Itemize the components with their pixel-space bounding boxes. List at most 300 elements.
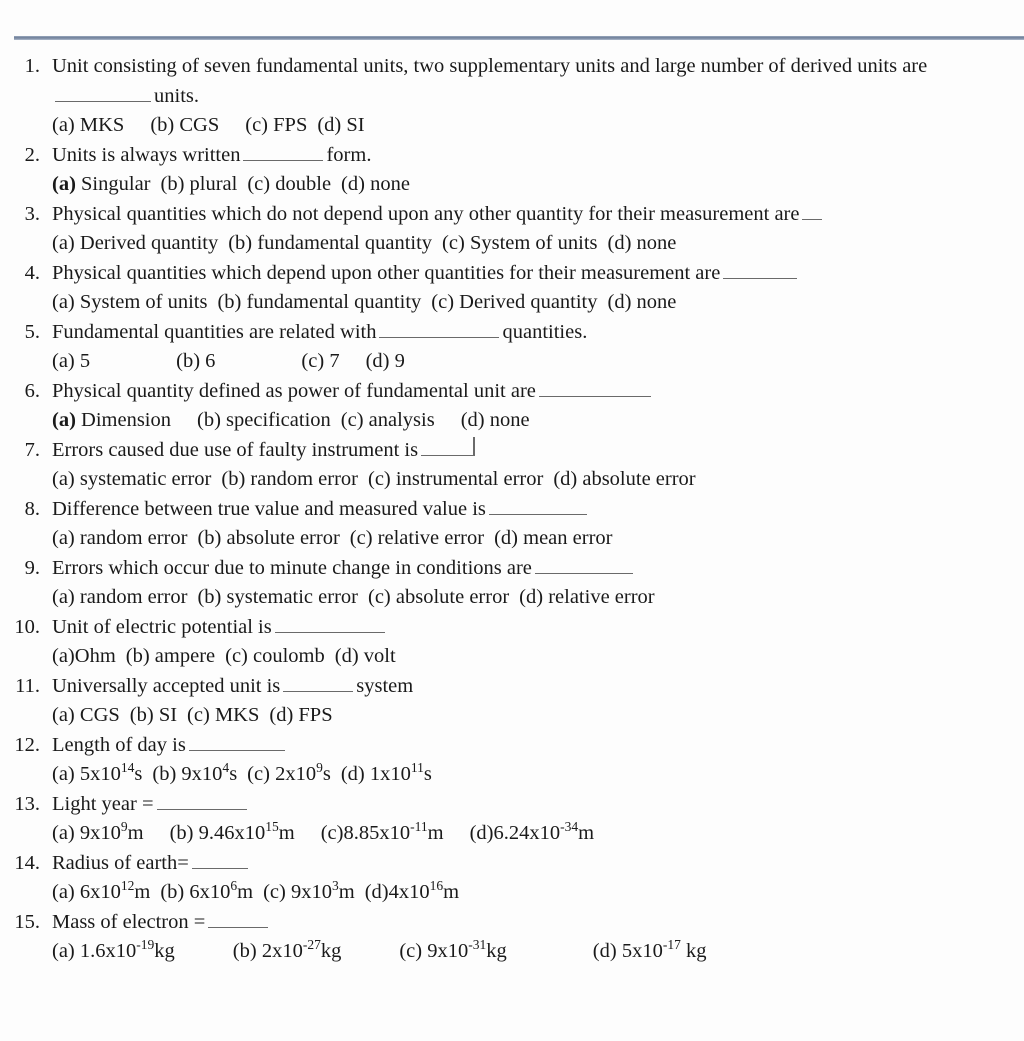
question-number: 10. [14,615,40,638]
option-exponent: -34 [560,819,579,835]
option-label: (a) [52,350,75,372]
option-label: (c) [340,409,364,431]
option-text: random error [250,468,358,490]
option-choice[interactable] [592,937,707,962]
option-choice[interactable] [228,232,432,254]
option-choice[interactable] [52,173,151,195]
answer-blank[interactable] [489,497,587,515]
option-label: (b) [129,704,154,726]
question-number: 14. [14,851,40,874]
option-text: coulomb [253,645,325,667]
option-label: (a) [52,822,75,844]
option-choice[interactable] [52,291,207,313]
option-label: (c) [247,173,271,195]
option-label: (c) [301,350,325,372]
option-unit: m [443,881,460,903]
option-choice[interactable] [52,878,151,903]
option-choice[interactable] [197,409,331,431]
option-choice[interactable] [245,114,307,136]
option-exponent: 16 [429,878,444,894]
answer-blank[interactable] [208,910,268,928]
question-stem [52,259,1012,289]
option-text: absolute error [395,586,510,608]
option-exponent: -11 [410,819,428,835]
question-stem-text: Physical quantities which do not depend upon any other quantity for their measurement are [52,202,800,225]
question-item [0,554,1024,613]
option-label: (a) [52,586,75,608]
option-unit: m [237,881,254,903]
question-body [52,908,1024,967]
option-choice[interactable] [247,760,331,785]
option-choice[interactable] [152,760,238,785]
option-label: (c) [368,586,391,608]
option-mantissa: 9x10 [291,881,332,903]
option-text: systematic error [79,468,212,490]
option-choice[interactable] [169,819,295,844]
question-stem [52,613,1012,643]
options-row [52,583,1012,613]
option-unit: kg [320,940,342,962]
option-text: none [489,409,530,431]
option-choice[interactable] [608,291,677,313]
answer-blank[interactable] [55,84,151,102]
option-label: (a) [52,114,75,136]
option-choice[interactable] [197,586,358,608]
option-label: (b) [217,291,242,313]
option-exponent: -17 [662,937,681,953]
question-item [0,377,1024,436]
question-item [0,141,1024,200]
option-label: (a) [52,291,75,313]
options-row [52,288,1012,318]
option-label: (c) [187,704,210,726]
option-label: (d) [341,173,365,195]
options-row [52,878,1012,908]
option-choice[interactable] [52,937,175,962]
option-choice[interactable] [341,173,410,195]
option-choice[interactable] [247,173,331,195]
option-choice[interactable] [608,232,677,254]
option-choice[interactable] [442,232,597,254]
question-stem-suffix: units. [154,84,199,107]
option-label: (a) [52,645,75,667]
question-number: 7. [24,438,40,461]
option-mantissa: 1x10 [369,763,411,785]
option-exponent: 11 [410,760,424,776]
question-stem [52,849,1012,879]
question-number: 12. [14,733,40,756]
question-stem-text: Light year = [52,792,154,815]
option-mantissa: 1.6x10 [79,940,137,962]
option-text: specification [226,409,331,431]
option-text: 9 [394,350,405,372]
options-row [52,701,1012,731]
option-unit: s [423,763,432,785]
option-choice[interactable] [161,173,238,195]
option-choice[interactable] [52,586,187,608]
option-choice[interactable] [269,704,332,726]
option-mantissa: 6x10 [189,881,231,903]
option-text: Ohm [74,645,116,667]
option-text: FPS [298,704,333,726]
option-choice[interactable] [52,114,124,136]
option-label: (a) [52,232,75,254]
options-row [52,937,1012,967]
option-text: MKS [79,114,125,136]
option-label: (b) [176,350,201,372]
option-exponent: 6 [230,878,238,894]
option-text: relative error [377,527,485,549]
option-text: MKS [214,704,260,726]
questions-list [0,52,1024,967]
question-body [52,495,1024,554]
option-choice[interactable] [150,114,219,136]
option-choice[interactable] [52,468,211,490]
option-choice[interactable] [317,114,364,136]
option-choice[interactable] [52,232,218,254]
option-choice[interactable] [52,409,171,431]
option-text: absolute error [582,468,696,490]
option-label: (b) [160,173,185,195]
option-label: (d) [469,822,494,844]
options-row [52,170,1012,200]
option-choice[interactable] [399,937,507,962]
option-label: (c) [320,822,344,844]
option-label: (b) [232,940,257,962]
option-choice[interactable] [368,468,543,490]
question-stem-text: Physical quantities which depend upon other quantities for their measurement are [52,261,721,284]
answer-blank[interactable] [275,615,385,633]
question-stem-text: Units is always written [52,143,241,166]
option-label: (a) [52,763,75,785]
options-row [52,465,1012,495]
option-choice[interactable] [52,819,144,844]
option-text: mean error [523,527,613,549]
option-choice[interactable] [52,645,116,667]
option-mantissa: 9x10 [79,822,121,844]
option-choice[interactable] [130,704,177,726]
option-label: (d) [364,881,389,903]
question-number: 8. [24,497,40,520]
option-unit: s [229,763,238,785]
option-text: double [275,173,332,195]
option-label: (d) [607,291,632,313]
option-choice[interactable] [368,586,509,608]
question-number: 11. [15,674,40,697]
question-stem-text: Errors caused due use of faulty instrument is [52,438,419,461]
option-label: (c) [225,645,248,667]
options-row [52,760,1012,790]
option-label: (a) [52,468,75,490]
option-label: (d) [553,468,578,490]
option-choice[interactable] [364,878,460,903]
options-row [52,642,1012,672]
option-label: (d) [269,704,294,726]
question-item [0,672,1024,731]
option-choice[interactable] [52,350,90,372]
question-body [52,849,1024,908]
question-stem-suffix: quantities. [502,320,588,343]
answer-blank[interactable] [283,674,353,692]
question-number: 3. [24,202,40,225]
answer-blank[interactable] [243,143,323,161]
option-exponent: 4 [222,760,230,776]
answer-blank[interactable] [157,792,247,810]
option-text: System of units [79,291,208,313]
option-mantissa: 9.46x10 [198,822,266,844]
option-unit: kg [486,940,507,962]
option-choice[interactable] [52,527,187,549]
question-item [0,318,1024,377]
option-label: (d) [607,232,632,254]
option-choice[interactable] [320,819,444,844]
question-number: 15. [14,910,40,933]
option-exponent: 9 [120,819,128,835]
options-row [52,229,1012,259]
option-label: (a) [52,527,75,549]
option-choice[interactable] [160,878,254,903]
option-choice[interactable] [263,878,355,903]
option-unit: m [278,822,295,844]
option-choice[interactable] [52,760,143,785]
option-choice[interactable] [301,350,339,372]
option-choice[interactable] [197,527,339,549]
option-label: (d) [334,645,359,667]
option-text: System of units [469,232,598,254]
question-stem [52,377,1012,407]
option-label: (c) [247,763,270,785]
option-unit: m [127,822,144,844]
option-choice[interactable] [126,645,215,667]
option-label: (c) [431,291,455,313]
question-stem [52,436,1012,466]
question-stem-suffix: form. [326,143,372,166]
question-number: 6. [24,379,40,402]
option-choice[interactable] [232,937,342,962]
question-number: 4. [24,261,40,284]
option-text: volt [363,645,396,667]
option-text: analysis [368,409,435,431]
option-choice[interactable] [176,350,215,372]
option-choice[interactable] [340,760,432,785]
option-mantissa: 6x10 [79,881,121,903]
option-label: (c) [368,468,391,490]
answer-blank[interactable] [421,438,475,456]
options-row [52,111,1012,141]
option-label: (a) [52,409,76,431]
option-text: 7 [329,350,340,372]
option-exponent: 9 [316,760,323,776]
option-label: (c) [245,114,269,136]
question-item [0,790,1024,849]
question-stem [52,908,1012,938]
option-choice[interactable] [431,291,597,313]
option-label: (d) [519,586,544,608]
question-item [0,200,1024,259]
option-label: (c) [399,940,423,962]
option-label: (d) [317,114,342,136]
question-stem [52,52,1012,111]
question-stem [52,731,1012,761]
option-label: (a) [52,881,75,903]
option-choice[interactable] [461,409,530,431]
option-text: relative error [548,586,655,608]
option-text: random error [79,586,188,608]
option-choice[interactable] [341,409,435,431]
option-choice[interactable] [52,704,120,726]
question-body [52,377,1024,436]
option-unit: s [322,763,331,785]
option-unit: kg [154,940,175,962]
question-stem-suffix: system [356,674,414,697]
option-choice[interactable] [469,819,595,844]
option-label: (b) [221,468,246,490]
question-body [52,318,1024,377]
option-choice[interactable] [335,645,396,667]
option-text: Singular [81,173,151,195]
question-number: 13. [14,792,40,815]
option-label: (c) [442,232,465,254]
option-text: SI [158,704,178,726]
option-text: fundamental quantity [246,291,422,313]
question-stem-text: Unit consisting of seven fundamental units, two supplementary units and large number of derived units are [52,55,928,77]
question-stem [52,318,1012,348]
answer-blank[interactable] [192,851,248,869]
question-stem-text: Mass of electron = [52,910,206,933]
option-choice[interactable] [225,645,325,667]
question-item [0,259,1024,318]
option-label: (b) [197,586,222,608]
option-text: CGS [79,704,120,726]
option-mantissa: 9x10 [181,763,223,785]
option-label: (d) [340,763,365,785]
option-text: random error [79,527,188,549]
option-unit: m [134,881,151,903]
option-text: Dimension [81,409,171,431]
option-choice[interactable] [350,527,484,549]
question-stem-text: Fundamental quantities are related with [52,320,377,343]
option-mantissa: 2x10 [261,940,303,962]
header-rule [14,36,1024,40]
option-choice[interactable] [494,527,612,549]
option-text: absolute error [226,527,340,549]
option-exponent: 14 [120,760,135,776]
option-exponent: 3 [332,878,339,894]
options-row [52,347,1012,377]
option-text: FPS [273,114,308,136]
option-label: (a) [52,940,75,962]
question-stem-text: Errors which occur due to minute change in conditions are [52,556,532,579]
option-label: (b) [197,527,222,549]
option-choice[interactable] [217,291,421,313]
option-text: none [636,232,677,254]
option-exponent: -27 [302,937,321,953]
option-mantissa: 5x10 [621,940,663,962]
option-text: systematic error [226,586,358,608]
option-text: CGS [179,114,220,136]
question-number: 1. [24,55,40,77]
options-row [52,406,1012,436]
question-item [0,849,1024,908]
option-text: 6 [205,350,216,372]
question-body [52,672,1024,731]
answer-blank[interactable] [379,320,499,338]
question-number: 5. [24,320,40,343]
option-exponent: 12 [120,878,135,894]
question-stem-text: Length of day is [52,733,186,756]
option-mantissa: 2x10 [275,763,317,785]
option-choice[interactable] [221,468,358,490]
option-label: (c) [263,881,286,903]
question-item [0,495,1024,554]
question-number: 2. [24,143,40,166]
question-body [52,613,1024,672]
option-choice[interactable] [553,468,695,490]
question-stem [52,141,1012,171]
options-row [52,524,1012,554]
question-body [52,200,1024,259]
options-row [52,819,1012,849]
option-label: (d) [494,527,518,549]
question-body [52,259,1024,318]
option-text: none [636,291,677,313]
option-label: (c) [349,527,373,549]
question-stem [52,554,1012,584]
option-label: (b) [197,409,221,431]
option-exponent: -19 [136,937,155,953]
question-item [0,436,1024,495]
option-label: (b) [125,645,150,667]
option-mantissa: 5x10 [79,763,121,785]
option-choice[interactable] [187,704,259,726]
option-text: ampere [154,645,216,667]
option-unit: m [578,822,595,844]
option-text: none [370,173,410,195]
question-body [52,554,1024,613]
option-exponent: -31 [468,937,487,953]
option-label: (b) [150,114,175,136]
question-body [52,436,1024,495]
question-body [52,790,1024,849]
option-exponent: 15 [265,819,279,835]
question-body [52,141,1024,200]
option-text: Derived quantity [459,291,598,313]
option-mantissa: 9x10 [427,940,469,962]
question-body [52,731,1024,790]
option-label: (d) [460,409,485,431]
question-stem-text: Universally accepted unit is [52,674,281,697]
option-text: 5 [79,350,91,372]
answer-blank[interactable] [539,379,651,397]
question-stem-text: Radius of earth= [52,851,189,874]
option-choice[interactable] [366,350,405,372]
option-text: plural [189,173,238,195]
option-label: (b) [228,232,253,254]
answer-blank[interactable] [189,733,285,751]
option-label: (a) [52,704,75,726]
option-text: SI [346,114,365,136]
question-stem [52,495,1012,525]
option-label: (d) [592,940,617,962]
option-choice[interactable] [519,586,654,608]
question-stem [52,200,1012,230]
option-label: (a) [52,173,76,195]
question-item [0,613,1024,672]
answer-blank[interactable] [802,202,822,220]
option-mantissa: 4x10 [388,881,430,903]
answer-blank[interactable] [535,556,633,574]
answer-blank[interactable] [723,261,797,279]
